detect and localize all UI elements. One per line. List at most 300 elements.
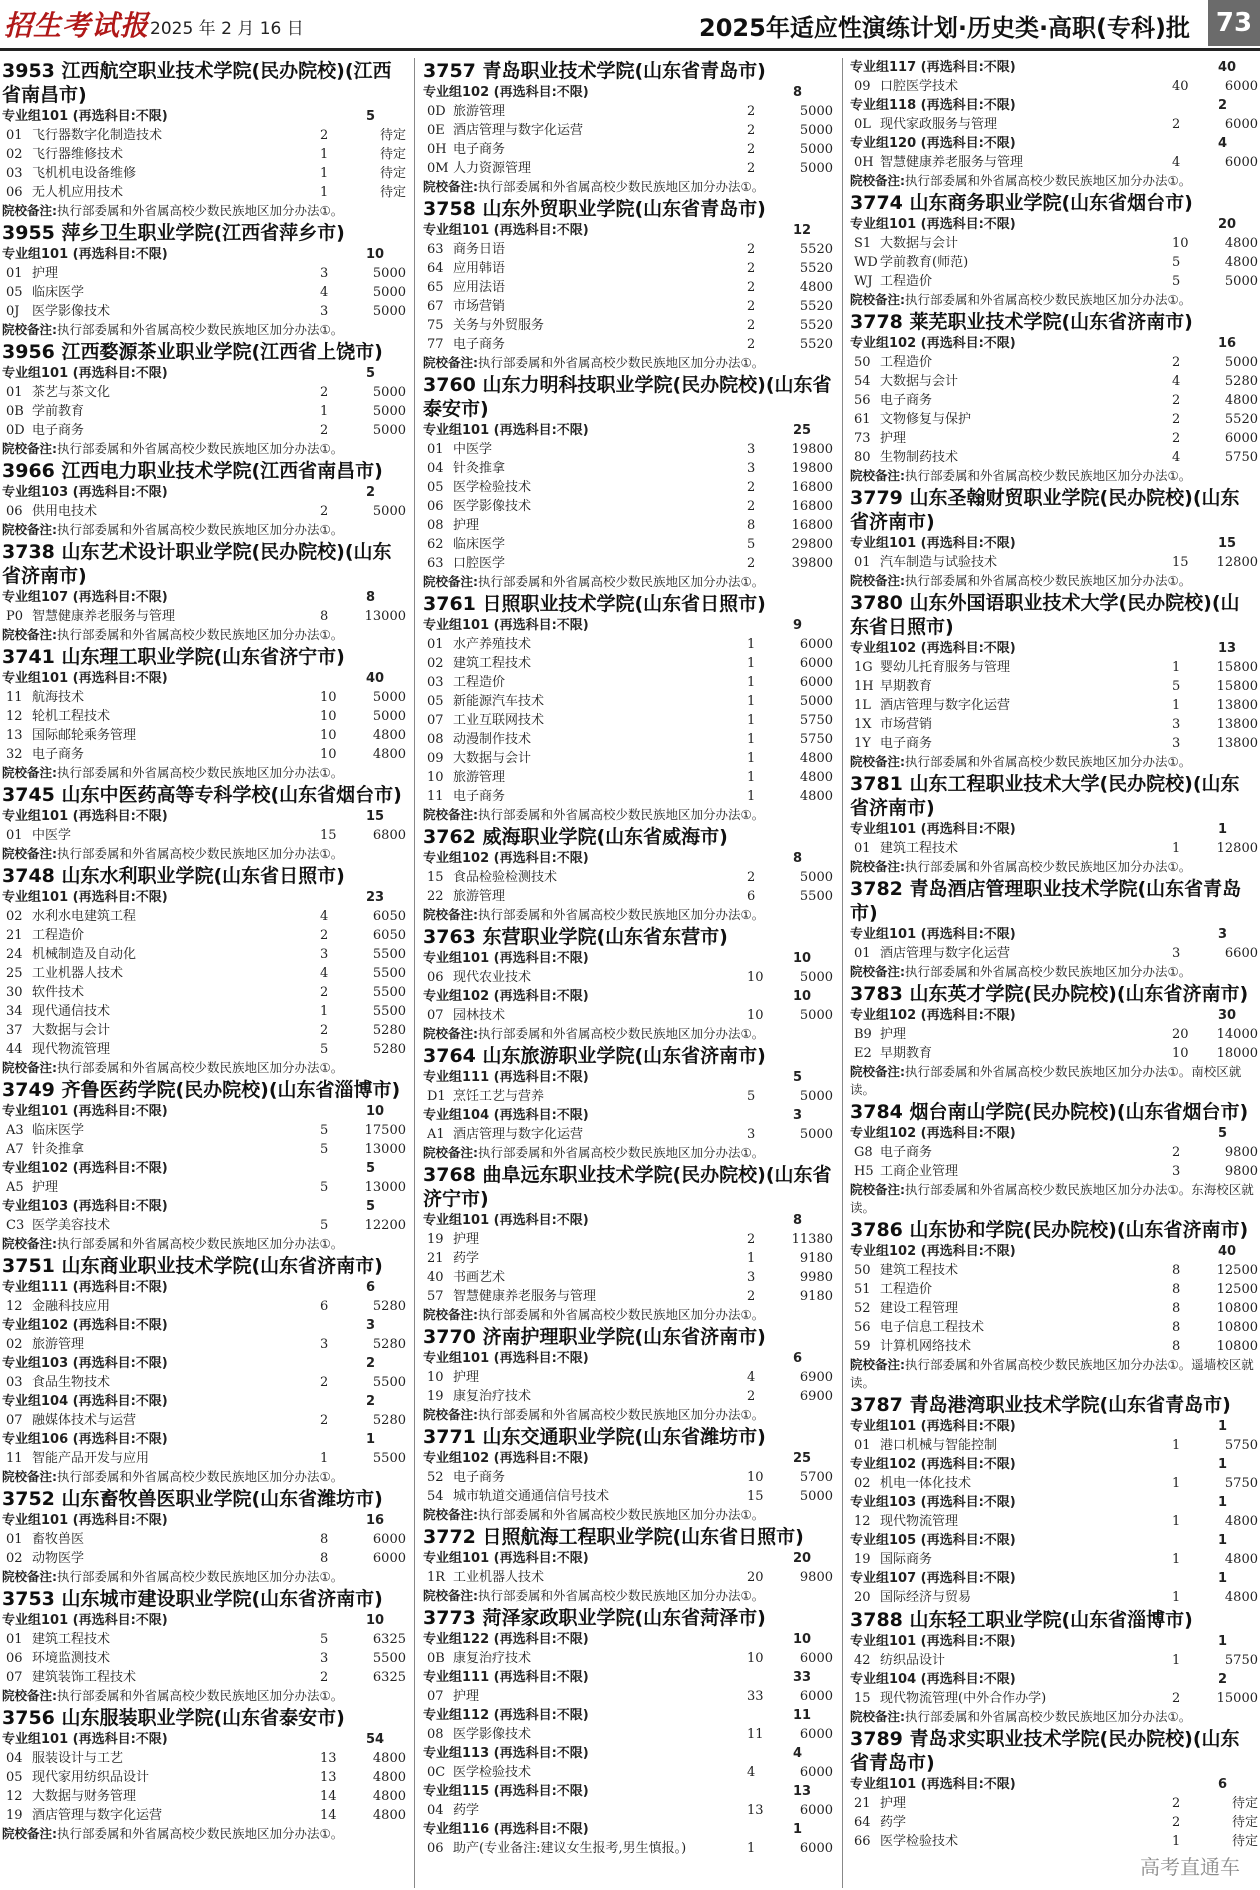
major-fee: 10800	[1216, 1301, 1258, 1316]
remark-label: 院校备注:	[850, 1357, 905, 1372]
major-fee: 5520	[799, 261, 833, 276]
remark-label: 院校备注:	[850, 754, 905, 769]
major-fee: 29800	[791, 537, 833, 552]
group-count: 15	[366, 809, 385, 824]
major-group-row	[2, 1278, 406, 1297]
major-fee: 12800	[1216, 555, 1258, 570]
major-code: WD	[854, 255, 878, 270]
major-fee: 6050	[372, 909, 406, 924]
major-fee: 5000	[799, 123, 833, 138]
major-row	[423, 478, 833, 497]
major-code: 50	[854, 1263, 871, 1278]
major-row	[423, 102, 833, 121]
major-code: 01	[854, 1438, 871, 1453]
major-code: 20	[854, 1590, 871, 1605]
major-fee: 5000	[372, 385, 406, 400]
major-fee: 4800	[372, 1770, 406, 1785]
major-row	[2, 1216, 406, 1235]
major-code: 07	[427, 1008, 444, 1023]
major-group-row	[2, 1102, 406, 1121]
major-name: 药学	[880, 1815, 907, 1830]
major-quota: 2	[320, 504, 329, 519]
major-fee: 4800	[799, 789, 833, 804]
remark-label: 院校备注:	[2, 1688, 57, 1703]
major-fee: 5750	[1224, 1653, 1258, 1668]
major-quota: 2	[1172, 1796, 1181, 1811]
major-fee: 5520	[799, 318, 833, 333]
remark-label: 院校备注:	[2, 1826, 57, 1841]
school-block	[423, 59, 833, 196]
major-quota: 8	[1172, 1339, 1181, 1354]
major-group-row	[423, 1068, 833, 1087]
major-fee: 5280	[372, 1413, 406, 1428]
remark-label: 院校备注:	[850, 573, 905, 588]
major-group-row	[423, 1706, 833, 1725]
school-block	[2, 783, 406, 863]
major-quota: 2	[320, 985, 329, 1000]
major-quota: 1	[747, 1251, 756, 1266]
major-fee: 4800	[799, 770, 833, 785]
major-name: 智慧健康养老服务与管理	[453, 1289, 597, 1304]
group-label: 专业组102 (再选科目:不限)	[423, 989, 589, 1004]
group-label: 专业组101 (再选科目:不限)	[423, 618, 589, 633]
group-count: 8	[793, 1213, 803, 1228]
school-block	[423, 825, 833, 924]
major-quota: 2	[320, 1413, 329, 1428]
major-fee: 4800	[799, 751, 833, 766]
major-row	[423, 335, 833, 354]
major-quota: 5	[1172, 679, 1181, 694]
major-name: 现代物流管理	[880, 1514, 959, 1529]
major-row	[2, 283, 406, 302]
group-label: 专业组101 (再选科目:不限)	[2, 890, 168, 905]
major-row	[423, 1687, 833, 1706]
group-label: 专业组101 (再选科目:不限)	[2, 1613, 168, 1628]
major-fee: 5000	[372, 690, 406, 705]
group-count: 1	[1218, 1419, 1228, 1434]
major-row	[850, 1512, 1258, 1531]
major-fee: 6000	[799, 1727, 833, 1742]
remark-label: 院校备注:	[850, 173, 905, 188]
remark-label: 院校备注:	[2, 1569, 57, 1584]
major-fee: 5280	[1224, 374, 1258, 389]
major-group-row	[423, 949, 833, 968]
group-count: 4	[1218, 136, 1228, 151]
major-group-row	[850, 1493, 1258, 1512]
major-code: 59	[854, 1339, 871, 1354]
major-code: 0L	[854, 117, 871, 132]
page-number: 73	[1208, 0, 1260, 46]
major-row	[423, 535, 833, 554]
major-fee: 5000	[799, 1008, 833, 1023]
major-row	[2, 688, 406, 707]
group-count: 16	[1218, 336, 1237, 351]
major-fee: 13000	[364, 1142, 406, 1157]
major-name: 国际邮轮乘务管理	[32, 728, 137, 743]
group-label: 专业组102 (再选科目:不限)	[850, 1457, 1016, 1472]
major-quota: 2	[320, 128, 329, 143]
major-row	[423, 1839, 833, 1858]
major-quota: 14	[320, 1808, 337, 1823]
major-quota: 2	[320, 1375, 329, 1390]
school-remark	[2, 1568, 406, 1586]
major-name: 医学影像技术	[453, 499, 532, 514]
major-group-row	[2, 483, 406, 502]
remark-label: 院校备注:	[2, 322, 57, 337]
major-code: 06	[6, 185, 23, 200]
major-row	[2, 145, 406, 164]
major-fee: 6000	[799, 1689, 833, 1704]
major-quota: 5	[1172, 255, 1181, 270]
school-remark	[2, 1235, 406, 1253]
major-quota: 10	[320, 709, 337, 724]
major-name: 口腔医学	[453, 556, 506, 571]
major-code: 01	[6, 828, 23, 843]
school-name: 3773 菏泽家政职业学院(山东省菏泽市)	[423, 1607, 766, 1629]
major-row	[423, 121, 833, 140]
major-row	[850, 734, 1258, 753]
group-label: 专业组112 (再选科目:不限)	[423, 1708, 589, 1723]
group-label: 专业组111 (再选科目:不限)	[423, 1670, 589, 1685]
school-name: 3763 东营职业学院(山东省东营市)	[423, 926, 728, 948]
major-row	[423, 1387, 833, 1406]
major-row	[2, 1178, 406, 1197]
major-name: 现代通信技术	[32, 1004, 111, 1019]
major-row	[2, 302, 406, 321]
major-name: 现代物流管理	[32, 1042, 111, 1057]
major-fee: 19800	[791, 461, 833, 476]
major-code: 37	[6, 1023, 23, 1038]
school-name: 3778 莱芜职业技术学院(山东省济南市)	[850, 311, 1193, 333]
group-count: 13	[1218, 641, 1237, 656]
major-code: 19	[427, 1389, 444, 1404]
major-code: 06	[6, 504, 23, 519]
major-code: 07	[427, 1689, 444, 1704]
remark-label: 院校备注:	[423, 1507, 478, 1522]
major-quota: 20	[1172, 1027, 1189, 1042]
major-code: 13	[6, 728, 23, 743]
major-quota: 10	[747, 1008, 764, 1023]
major-code: 42	[854, 1653, 871, 1668]
major-name: 护理	[453, 518, 480, 533]
major-quota: 1	[320, 147, 329, 162]
group-label: 专业组105 (再选科目:不限)	[850, 1533, 1016, 1548]
school-remark	[2, 1687, 406, 1705]
major-quota: 2	[747, 104, 756, 119]
major-code: 21	[6, 928, 23, 943]
school-block	[2, 59, 406, 220]
major-row	[850, 715, 1258, 734]
major-name: 护理	[32, 1180, 59, 1195]
major-row	[2, 726, 406, 745]
major-name: 港口机械与智能控制	[880, 1438, 998, 1453]
major-quota: 4	[747, 1765, 756, 1780]
major-name: 应用法语	[453, 280, 506, 295]
major-quota: 2	[1172, 1145, 1181, 1160]
group-label: 专业组104 (再选科目:不限)	[850, 1672, 1016, 1687]
major-group-row	[423, 1668, 833, 1687]
major-quota: 2	[1172, 1815, 1181, 1830]
major-fee: 5000	[799, 1489, 833, 1504]
major-fee: 9800	[1224, 1164, 1258, 1179]
major-row	[850, 448, 1258, 467]
major-quota: 1	[747, 713, 756, 728]
major-quota: 1	[747, 770, 756, 785]
major-fee: 13800	[1216, 698, 1258, 713]
major-row	[850, 1474, 1258, 1493]
major-name: 服装设计与工艺	[32, 1751, 124, 1766]
group-count: 13	[793, 1784, 812, 1799]
major-name: 环境监测技术	[32, 1651, 111, 1666]
major-group-row	[2, 364, 406, 383]
school-remark	[850, 1356, 1258, 1392]
major-group-row	[2, 1730, 406, 1749]
major-group-row	[850, 1006, 1258, 1025]
major-code: 05	[6, 1770, 23, 1785]
major-code: 06	[427, 499, 444, 514]
major-quota: 10	[747, 1470, 764, 1485]
major-code: 02	[6, 1551, 23, 1566]
remark-label: 院校备注:	[2, 1469, 57, 1484]
major-row	[2, 1787, 406, 1806]
group-count: 6	[793, 1351, 803, 1366]
major-row	[423, 1568, 833, 1587]
school-remark	[850, 1708, 1258, 1726]
major-row	[2, 1649, 406, 1668]
major-quota: 15	[1172, 555, 1189, 570]
school-name: 3783 山东英才学院(民办院校)(山东省济南市)	[850, 983, 1249, 1005]
group-count: 3	[366, 1318, 376, 1333]
school-block	[2, 864, 406, 1077]
remark-label: 院校备注:	[423, 1588, 478, 1603]
major-quota: 3	[320, 304, 329, 319]
group-count: 2	[1218, 1672, 1228, 1687]
major-fee: 待定	[379, 128, 406, 143]
major-name: 临床医学	[32, 1123, 85, 1138]
remark-text: 执行部委属和外省属高校少数民族地区加分办法①。	[478, 574, 765, 589]
major-quota: 10	[320, 690, 337, 705]
major-quota: 5	[320, 1123, 329, 1138]
major-row	[423, 297, 833, 316]
group-count: 8	[793, 85, 803, 100]
major-name: 文物修复与保护	[880, 412, 972, 427]
major-code: 1G	[854, 660, 873, 675]
group-count: 25	[793, 1451, 812, 1466]
major-row	[423, 440, 833, 459]
major-fee: 12500	[1216, 1282, 1258, 1297]
major-name: 工业机器人技术	[32, 966, 124, 981]
school-remark	[850, 172, 1258, 190]
major-fee: 5500	[372, 1651, 406, 1666]
major-fee: 15000	[1216, 1691, 1258, 1706]
major-row	[423, 711, 833, 730]
major-fee: 4800	[1224, 1514, 1258, 1529]
group-label: 专业组101 (再选科目:不限)	[2, 109, 168, 124]
major-name: 旅游管理	[453, 770, 506, 785]
major-row	[2, 1411, 406, 1430]
major-row	[850, 1261, 1258, 1280]
group-count: 16	[366, 1513, 385, 1528]
major-group-row	[850, 58, 1258, 77]
major-row	[423, 1468, 833, 1487]
major-quota: 3	[747, 1270, 756, 1285]
school-block	[2, 1254, 406, 1486]
major-quota: 1	[320, 185, 329, 200]
major-code: 73	[854, 431, 871, 446]
major-fee: 4800	[1224, 1552, 1258, 1567]
major-quota: 2	[747, 337, 756, 352]
group-label: 专业组101 (再选科目:不限)	[423, 223, 589, 238]
major-row	[2, 945, 406, 964]
major-code: 09	[427, 751, 444, 766]
remark-label: 院校备注:	[2, 627, 57, 642]
major-name: 机械制造及自动化	[32, 947, 137, 962]
major-name: 水利水电建筑工程	[32, 909, 137, 924]
group-label: 专业组101 (再选科目:不限)	[850, 1634, 1016, 1649]
school-name: 3789 青岛求实职业技术学院(民办院校)(山东省青岛市)	[850, 1728, 1240, 1774]
school-name: 3753 山东城市建设职业学院(山东省济南市)	[2, 1588, 383, 1610]
major-name: 口腔医学技术	[880, 79, 959, 94]
school-block	[423, 1163, 833, 1324]
major-quota: 5	[320, 1180, 329, 1195]
major-row	[2, 1373, 406, 1392]
major-name: 婴幼儿托育服务与管理	[880, 660, 1011, 675]
major-row	[850, 1436, 1258, 1455]
major-code: C3	[6, 1218, 25, 1233]
major-fee: 9800	[799, 1570, 833, 1585]
group-label: 专业组102 (再选科目:不限)	[850, 641, 1016, 656]
school-remark	[2, 521, 406, 539]
group-label: 专业组117 (再选科目:不限)	[850, 60, 1016, 75]
major-code: E2	[854, 1046, 872, 1061]
major-quota: 10	[320, 747, 337, 762]
major-name: 护理	[453, 1689, 480, 1704]
major-name: 中医学	[32, 828, 72, 843]
major-quota: 8	[1172, 1301, 1181, 1316]
major-code: 05	[427, 480, 444, 495]
major-code: 32	[6, 747, 23, 762]
major-row	[2, 164, 406, 183]
major-name: 酒店管理与数字化运营	[880, 698, 1011, 713]
school-block	[850, 486, 1258, 590]
school-block	[850, 1393, 1258, 1607]
school-remark	[850, 572, 1258, 590]
major-fee: 5000	[799, 1089, 833, 1104]
group-count: 9	[793, 618, 803, 633]
major-name: 市场营销	[880, 717, 933, 732]
major-fee: 5500	[372, 985, 406, 1000]
major-code: 02	[427, 656, 444, 671]
major-fee: 待定	[379, 185, 406, 200]
major-code: 08	[427, 518, 444, 533]
remark-label: 院校备注:	[423, 179, 478, 194]
major-fee: 12200	[364, 1218, 406, 1233]
major-fee: 5750	[799, 713, 833, 728]
major-code: 30	[6, 985, 23, 1000]
group-count: 5	[366, 366, 376, 381]
major-group-row	[423, 1106, 833, 1125]
major-quota: 4	[320, 966, 329, 981]
major-row	[423, 554, 833, 573]
school-name: 3779 山东圣翰财贸职业学院(民办院校)(山东省济南市)	[850, 487, 1240, 533]
major-name: 飞行器数字化制造技术	[32, 128, 163, 143]
major-name: 建筑工程技术	[453, 656, 532, 671]
group-label: 专业组102 (再选科目:不限)	[850, 1008, 1016, 1023]
major-row	[423, 459, 833, 478]
major-row	[850, 353, 1258, 372]
major-group-row	[2, 807, 406, 826]
major-code: 1H	[854, 679, 874, 694]
major-name: 医学影像技术	[32, 304, 111, 319]
major-group-row	[850, 820, 1258, 839]
major-row	[850, 153, 1258, 172]
group-label: 专业组107 (再选科目:不限)	[850, 1571, 1016, 1586]
major-code: 0J	[6, 304, 20, 319]
major-code: 09	[854, 79, 871, 94]
major-row	[850, 1299, 1258, 1318]
remark-text: 执行部委属和外省属高校少数民族地区加分办法①。	[57, 627, 344, 642]
major-quota: 10	[1172, 236, 1189, 251]
school-block	[850, 1100, 1258, 1217]
major-quota: 10	[747, 970, 764, 985]
major-name: 动漫制作技术	[453, 732, 532, 747]
school-remark	[2, 202, 406, 220]
major-row	[2, 926, 406, 945]
group-count: 5	[366, 1161, 376, 1176]
major-fee: 11380	[791, 1232, 833, 1247]
group-count: 40	[1218, 60, 1237, 75]
major-quota: 2	[1172, 393, 1181, 408]
major-row	[423, 1487, 833, 1506]
major-quota: 2	[320, 1670, 329, 1685]
major-quota: 4	[1172, 155, 1181, 170]
school-name: 3752 山东畜牧兽医职业学院(山东省潍坊市)	[2, 1488, 383, 1510]
major-name: 供用电技术	[32, 504, 98, 519]
major-row	[2, 402, 406, 421]
school-block	[850, 591, 1258, 771]
group-label: 专业组102 (再选科目:不限)	[850, 336, 1016, 351]
major-quota: 2	[320, 385, 329, 400]
major-name: 现代农业技术	[453, 970, 532, 985]
major-code: 06	[427, 1841, 444, 1856]
major-fee: 5280	[372, 1042, 406, 1057]
group-count: 40	[366, 671, 385, 686]
major-row	[423, 516, 833, 535]
major-quota: 10	[320, 728, 337, 743]
major-name: 飞行器维修技术	[32, 147, 124, 162]
major-row	[2, 1530, 406, 1549]
major-code: 1Y	[854, 736, 871, 751]
major-fee: 4800	[1224, 393, 1258, 408]
major-row	[2, 983, 406, 1002]
major-code: 19	[6, 1808, 23, 1823]
major-row	[850, 1318, 1258, 1337]
group-count: 5	[793, 1070, 803, 1085]
group-count: 33	[793, 1670, 812, 1685]
major-group-row	[2, 107, 406, 126]
major-quota: 2	[747, 556, 756, 571]
major-row	[423, 673, 833, 692]
major-group-row	[423, 221, 833, 240]
major-fee: 39800	[791, 556, 833, 571]
major-quota: 2	[320, 1023, 329, 1038]
group-label: 专业组101 (再选科目:不限)	[2, 366, 168, 381]
major-row	[423, 1725, 833, 1744]
major-row	[423, 316, 833, 335]
school-remark	[423, 178, 833, 196]
major-name: 酒店管理与数字化运营	[880, 946, 1011, 961]
major-name: 建筑工程技术	[32, 1632, 111, 1647]
